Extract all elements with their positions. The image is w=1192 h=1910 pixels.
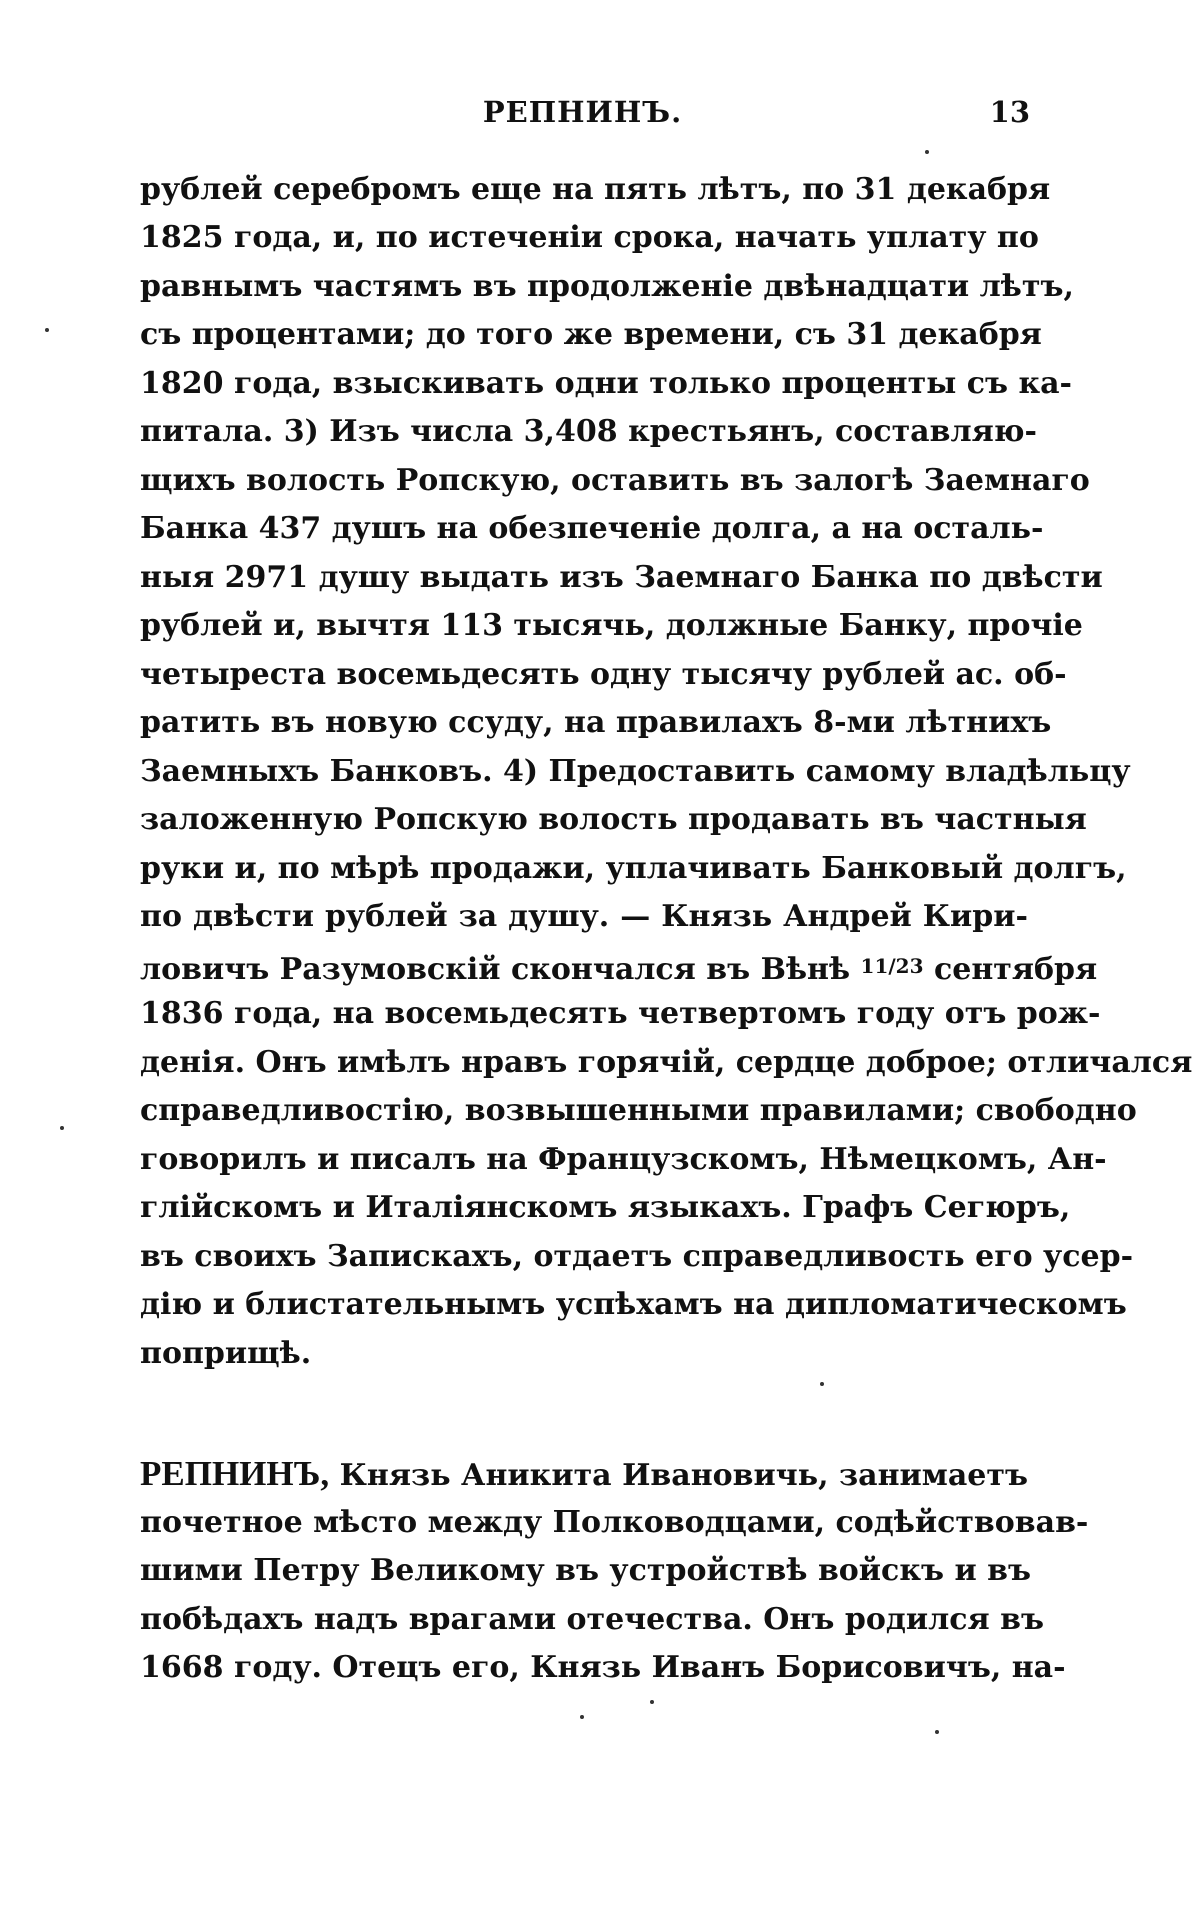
text-line: питала. 3) Изъ числа 3,408 крестьянъ, составляю- <box>140 414 1037 449</box>
text-line: побѣдахъ надъ врагами отечества. Онъ родился въ <box>140 1602 1044 1637</box>
scan-speck <box>650 1700 654 1704</box>
text-line: съ процентами; до того же времени, съ 31 декабря <box>140 317 1042 352</box>
text-line: въ своихъ Запискахъ, отдаетъ справедливость его усер- <box>140 1239 1134 1274</box>
text-line: четыреста восемьдесять одну тысячу рублей ас. об- <box>140 657 1067 692</box>
text-segment: ловичъ Разумовскій скончался въ Вѣнѣ <box>140 952 851 987</box>
text-line: Заемныхъ Банковъ. 4) Предоставить самому владѣльцу <box>140 754 1131 789</box>
running-head <box>135 95 1030 135</box>
date-fraction: 11/23 <box>860 954 924 978</box>
text-line: 1836 года, на восемьдесять четвертомъ году отъ рож- <box>140 996 1101 1031</box>
scan-speck <box>580 1715 584 1719</box>
text-line: по двѣсти рублей за душу. — Князь Андрей Кири- <box>140 899 1028 934</box>
text-line: 1668 году. Отецъ его, Князь Иванъ Борисовичъ, на- <box>140 1650 1066 1685</box>
text-line: 1820 года, взыскивать одни только проценты съ ка- <box>140 366 1073 401</box>
text-line: шими Петру Великому въ устройствѣ войскъ и въ <box>140 1553 1031 1588</box>
text-line: 1825 года, и, по истеченіи срока, начать уплату по <box>140 220 1039 255</box>
text-line: денія. Онъ имѣлъ нравъ горячій, сердце доброе; отличался <box>140 1045 1192 1080</box>
text-line: дію и блистательнымъ успѣхамъ на дипломатическомъ <box>140 1287 1127 1322</box>
text-line: поприщѣ. <box>140 1336 312 1371</box>
entry-first-line <box>140 1450 1028 1498</box>
running-title: РЕПНИНЪ. <box>482 95 683 129</box>
text-line: ныя 2971 душу выдать изъ Заемнаго Банка по двѣсти <box>140 560 1103 595</box>
text-line: справедливостію, возвышенными правилами; свободно <box>140 1093 1137 1128</box>
text-segment: Князь Аникита Ивановичь, занимаетъ <box>339 1458 1028 1493</box>
text-line: говорилъ и писалъ на Французскомъ, Нѣмецкомъ, Ан- <box>140 1142 1107 1177</box>
text-line: рублей серебромъ еще на пять лѣтъ, по 31 декабря <box>140 172 1051 207</box>
text-line: равнымъ частямъ въ продолженіе двѣнадцати лѣтъ, <box>140 269 1074 304</box>
text-line: щихъ волость Ропскую, оставить въ залогѣ Заемнаго <box>140 463 1090 498</box>
text-line: ратить въ новую ссуду, на правилахъ 8-ми лѣтнихъ <box>140 705 1052 740</box>
entry-headword: РЕПНИНЪ, <box>140 1454 330 1493</box>
scan-speck <box>45 328 49 332</box>
text-line: Банка 437 душъ на обезпеченіе долга, а на осталь- <box>140 511 1044 546</box>
text-line: рублей и, вычтя 113 тысячь, должные Банку, прочіе <box>140 608 1083 643</box>
scan-speck <box>925 150 929 154</box>
text-line: глійскомъ и Италіянскомъ языкахъ. Графъ Сегюръ, <box>140 1190 1071 1225</box>
text-line: руки и, по мѣрѣ продажи, уплачивать Банковый долгъ, <box>140 851 1127 886</box>
text-line-with-date <box>140 942 1098 990</box>
scan-speck <box>60 1126 64 1130</box>
page-number: 13 <box>989 95 1030 129</box>
text-line: заложенную Ропскую волость продавать въ частныя <box>140 802 1087 837</box>
scan-speck <box>935 1730 939 1734</box>
date-month: сентября <box>933 952 1098 987</box>
scan-speck <box>820 1382 824 1386</box>
text-line: почетное мѣсто между Полководцами, содѣйствовав- <box>140 1505 1089 1540</box>
